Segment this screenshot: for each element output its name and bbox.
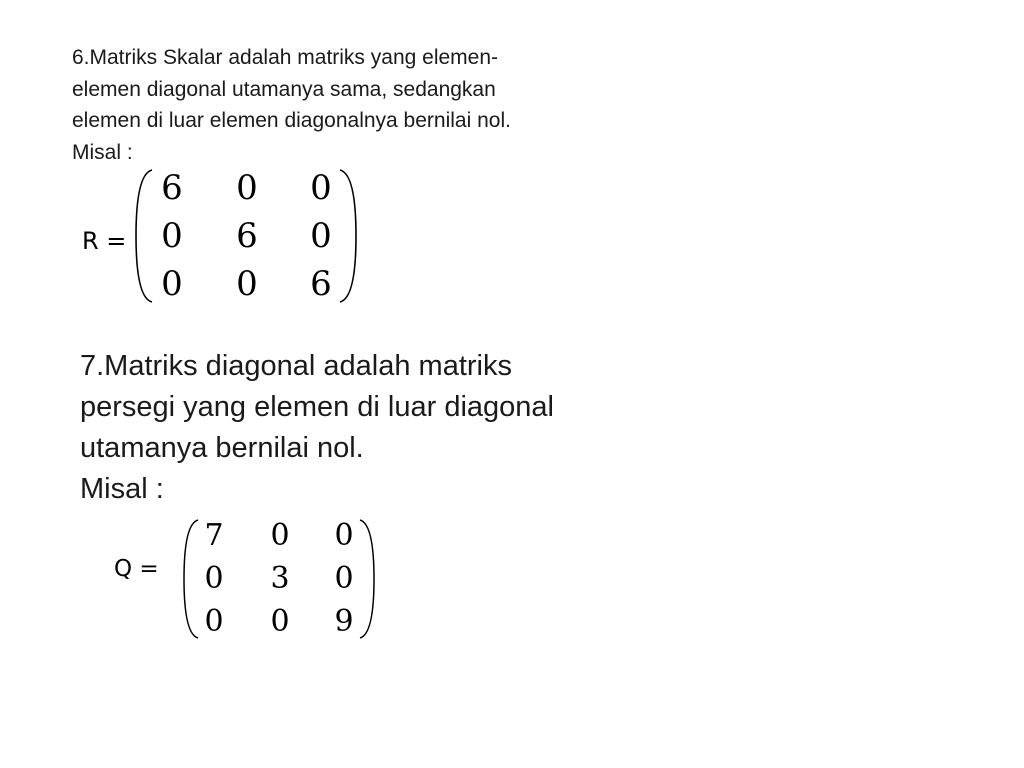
matrix-q <box>180 516 380 642</box>
definition-line: utamanya bernilai nol. <box>80 432 364 464</box>
matrix-q-label: Q = <box>114 556 159 582</box>
diagonal-matrix-definition <box>80 346 554 510</box>
example-label: Misal : <box>72 140 133 164</box>
scalar-matrix-definition <box>72 42 511 168</box>
matrix-r-cell: 0 <box>161 216 183 256</box>
matrix-r-cell: 6 <box>236 216 258 256</box>
definition-line: elemen di luar elemen diagonalnya bernilai nol. <box>72 109 511 132</box>
matrix-r-cell: 0 <box>310 168 332 208</box>
example-label: Misal : <box>80 473 164 505</box>
matrix-q-cell: 3 <box>270 561 290 596</box>
matrix-r-cell: 0 <box>236 168 258 208</box>
definition-line: persegi yang elemen di luar diagonal <box>80 391 554 423</box>
matrix-r-cell: 0 <box>236 264 258 304</box>
matrix-q-cell: 0 <box>204 561 224 596</box>
definition-line: elemen diagonal utamanya sama, sedangkan <box>72 77 496 101</box>
definition-line: 6.Matriks Skalar adalah matriks yang elemen- <box>72 46 499 69</box>
matrix-r-cell: 0 <box>161 264 183 304</box>
matrix-q-cell: 7 <box>204 518 224 553</box>
definition-line: 7.Matriks diagonal adalah matriks <box>80 350 512 382</box>
matrix-q-cell: 9 <box>334 604 354 639</box>
matrix-r-cell: 0 <box>310 216 332 256</box>
matrix-r-label: R = <box>82 227 127 255</box>
matrix-r-cell: 6 <box>161 168 183 208</box>
matrix-r-cell: 6 <box>310 264 332 304</box>
matrix-q-cell: 0 <box>204 604 224 639</box>
matrix-q-cell: 0 <box>270 604 290 639</box>
matrix-q-cell: 0 <box>270 518 290 553</box>
matrix-r <box>132 166 362 306</box>
matrix-q-cell: 0 <box>334 518 354 553</box>
matrix-q-cell: 0 <box>334 561 354 596</box>
